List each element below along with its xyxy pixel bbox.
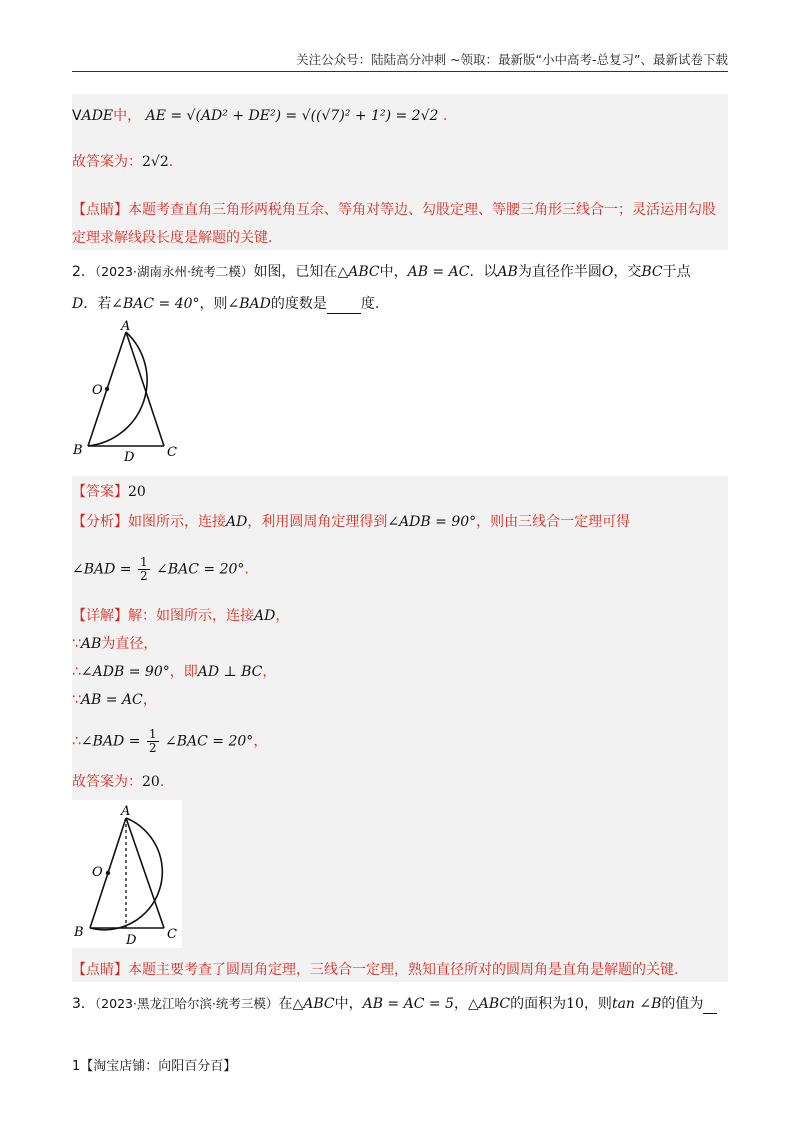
detail-text: 解：如图所示，连接 xyxy=(128,608,254,624)
bad-eq-rhs: ∠BAC = 20° xyxy=(156,561,245,578)
q3-triangle-2: △ABC xyxy=(467,996,511,1012)
q2-text-f: 于点 xyxy=(662,264,691,280)
answer-line xyxy=(72,482,146,502)
q2-text: 如图，已知在 xyxy=(253,264,338,280)
prev-answer-value: 2√2 xyxy=(142,154,169,170)
q2-asked-angle: ∠BAD xyxy=(227,296,271,312)
q2-source: （2023·湖南永州·统考二模） xyxy=(94,264,254,279)
prev-answer-line: 故答案为：2√2. xyxy=(72,154,174,170)
detail-label: 【详解】 xyxy=(72,608,128,624)
q2-line-1 xyxy=(72,262,691,282)
detail-step-4 xyxy=(72,728,267,755)
detail-step-3 xyxy=(72,690,157,710)
answer-value: 20 xyxy=(128,484,146,500)
q3-source: （2023·黑龙江哈尔滨·统考三模） xyxy=(94,996,279,1011)
figure-1 xyxy=(68,318,188,464)
therefore-symbol-2: ∴ xyxy=(72,733,81,750)
q3-triangle: △ABC xyxy=(292,996,335,1012)
q2-text-2d: 度. xyxy=(360,296,380,312)
label-b-2: B xyxy=(74,925,84,940)
step2-text: ，即 xyxy=(169,664,198,680)
because-symbol: ∵ xyxy=(72,636,81,652)
analysis-adb: ∠ADB = 90° xyxy=(387,514,477,530)
q2-line-2 xyxy=(72,294,379,314)
analysis-text-b: ，利用圆周角定理得到 xyxy=(247,514,388,530)
step3-ab-ac: AB = AC xyxy=(80,692,143,708)
detail-step-2 xyxy=(72,662,276,682)
detail-line xyxy=(72,606,289,626)
final-answer-label: 故答案为： xyxy=(72,774,142,790)
ae-line xyxy=(72,106,447,126)
final-answer-line: 故答案为：20. xyxy=(72,774,165,790)
answer-blank xyxy=(327,299,361,314)
page-header: 关注公众号：陆陆高分冲刺 ~领取：最新版“小中高考-总复习”、最新试卷下载 xyxy=(296,52,728,67)
q3-text-b: 中， xyxy=(334,996,363,1012)
step4-rhs: ∠BAC = 20° xyxy=(165,733,254,750)
label-c: C xyxy=(167,445,177,460)
q3-line xyxy=(72,994,717,1014)
prev-remark: 【点睛】本题考查直角三角形两税角互余、等角对等边、勾股定理、等腰三角形三线合一；灵活运用勾股 xyxy=(72,202,716,218)
analysis-line xyxy=(72,512,630,532)
q2-text-2b: ，则 xyxy=(199,296,228,312)
q3-text-e: ，则 xyxy=(583,996,612,1012)
label-b: B xyxy=(73,443,83,458)
half-fraction-2 xyxy=(147,728,159,755)
q2-text-e: ，交 xyxy=(613,264,642,280)
ade-prefix: V xyxy=(72,108,82,124)
label-c-2: C xyxy=(167,927,177,942)
q2-triangle: △ABC xyxy=(337,264,380,280)
step2-adb: ∠ADB = 90° xyxy=(80,664,170,680)
q2-ab: AB xyxy=(497,264,518,280)
detail-ad: AD xyxy=(254,608,276,624)
header-rule xyxy=(72,71,728,72)
ae-expression: AE = √(AD² + DE²) = √((√7)² + 1²) = 2√2 xyxy=(145,108,439,124)
ae-period: . xyxy=(442,108,448,124)
label-d: D xyxy=(124,450,135,464)
center-point-o-2 xyxy=(106,871,110,875)
label-o-2: O xyxy=(92,865,103,880)
analysis-text-a: 如图所示，连接 xyxy=(128,514,226,530)
q3-text-f: 的值为 xyxy=(661,996,704,1012)
detail-step-1 xyxy=(72,634,157,654)
q3-number: 3． xyxy=(72,996,95,1012)
step1-ab: AB xyxy=(80,636,102,652)
half-den-2: 2 xyxy=(148,741,157,755)
therefore-symbol: ∴ xyxy=(72,664,81,680)
step2-end: ， xyxy=(262,664,277,680)
page-footer: 1【淘宝店铺：向阳百分百】 xyxy=(72,1059,237,1074)
q2-bc: BC xyxy=(641,264,663,280)
prev-answer-label: 故答案为： xyxy=(72,154,142,170)
segment-ac-2 xyxy=(126,818,164,928)
q3-text-d: 的面积为 xyxy=(510,996,567,1012)
q2-condition-ab-ac: AB = AC xyxy=(407,264,470,280)
step4-end: ， xyxy=(253,733,268,750)
analysis-text-c: ，则由三线合一定理可得 xyxy=(476,514,631,530)
analysis-label: 【分析】 xyxy=(72,514,128,530)
detail-comma: ， xyxy=(275,608,290,624)
half-num-2: 1 xyxy=(148,727,157,741)
q2-text-d: 为直径作半圆 xyxy=(517,264,602,280)
half-fraction xyxy=(138,556,150,583)
triangle-ade: ADE xyxy=(81,108,114,124)
analysis-equation: ∠BAD = $\frac{1}{2}$ ∠BAC = 20°. xyxy=(72,555,249,583)
q3-area: 10 xyxy=(566,996,584,1012)
final-answer-value: 20 xyxy=(142,774,160,790)
q3-text-c: ， xyxy=(453,996,468,1012)
q2-text-2c: 的度数是 xyxy=(270,296,327,312)
center-point-o xyxy=(105,387,109,391)
label-d-2: D xyxy=(126,933,137,948)
q3-condition: AB = AC = 5 xyxy=(362,996,454,1012)
label-a-2: A xyxy=(121,804,131,819)
q2-o: O xyxy=(601,264,614,280)
q2-number: 2． xyxy=(72,264,95,280)
bad-eq-lhs: ∠BAD = xyxy=(72,561,132,578)
q3-tan: tan ∠B xyxy=(611,996,662,1012)
segment-ac xyxy=(126,332,164,446)
q3-answer-blank xyxy=(703,999,717,1014)
step1-text: 为直径， xyxy=(101,636,158,652)
half-den: 2 xyxy=(140,569,148,583)
q2-d: D xyxy=(72,296,84,312)
label-o: O xyxy=(92,383,103,398)
step3-end: ， xyxy=(142,692,157,708)
step4-lhs: ∠BAD = xyxy=(80,733,141,750)
q2-angle-condition: ∠BAC = 40° xyxy=(111,296,200,312)
prev-remark-2: 定理求解线段长度是解题的关键. xyxy=(72,230,273,246)
solution-remark: 【点睛】本题主要考查了圆周角定理，三线合一定理，熟知直径所对的圆周角是直角是解题的关键. xyxy=(72,962,679,978)
answer-label: 【答案】 xyxy=(72,484,128,500)
q2-text-2a: ．若 xyxy=(83,296,112,312)
q2-text-c: ．以 xyxy=(469,264,498,280)
q2-text-b: 中， xyxy=(379,264,408,280)
analysis-ad: AD xyxy=(226,514,248,530)
q3-text-a: 在 xyxy=(278,996,293,1012)
step2-perp: AD ⊥ BC xyxy=(197,664,263,680)
figure-2 xyxy=(72,800,182,948)
ade-zhong: 中， xyxy=(113,108,142,124)
label-a: A xyxy=(121,319,131,334)
half-num: 1 xyxy=(140,555,148,569)
because-symbol-2: ∵ xyxy=(72,692,81,708)
